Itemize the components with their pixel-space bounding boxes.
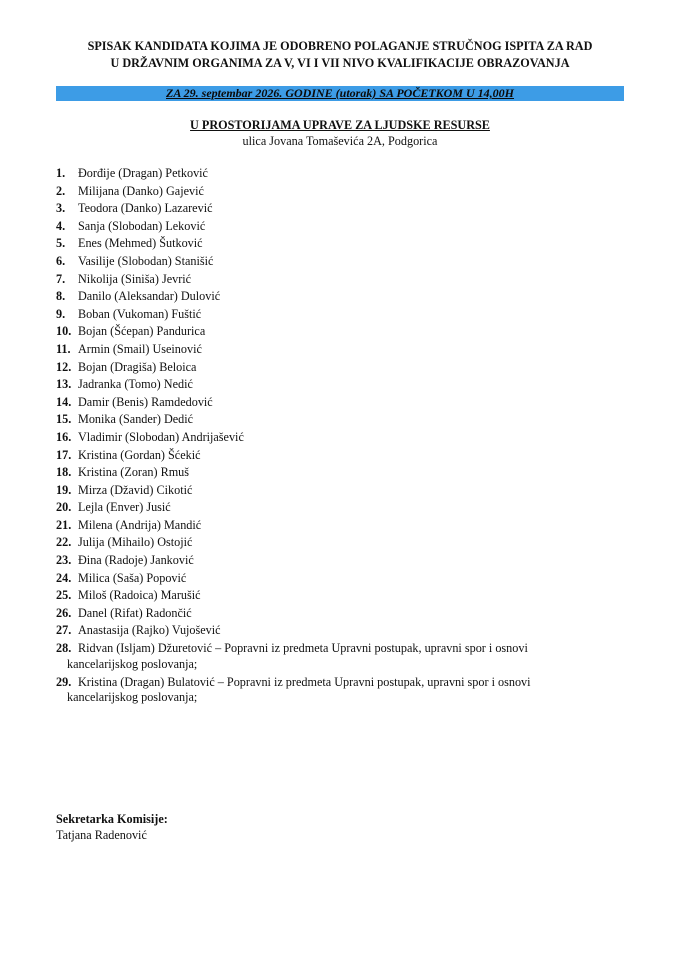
list-item-number: 1.	[56, 166, 66, 180]
list-item	[56, 235, 616, 253]
signature-role: Sekretarka Komisije:	[56, 812, 168, 826]
candidate-name: Boban (Vukoman) Fuštić	[78, 306, 202, 321]
list-item-number: 21.	[56, 517, 72, 532]
list-item	[56, 552, 616, 570]
list-item	[56, 429, 616, 447]
exam-address: ulica Jovana Tomaševića 2A, Podgorica	[242, 134, 438, 148]
list-item-number: 27.	[56, 623, 72, 638]
title-line-1: SPISAK KANDIDATA KOJIMA JE ODOBRENO POLAGANJE STRUČNOG ISPITA ZA RAD	[87, 39, 593, 53]
candidate-name: Milena (Andrija) Mandić	[78, 517, 202, 532]
candidate-name: Julija (Mihailo) Ostojić	[78, 535, 193, 550]
candidate-name: Sanja (Slobodan) Leković	[78, 218, 206, 233]
list-item-number: 26.	[56, 605, 72, 620]
candidate-name: Vasilije (Slobodan) Stanišić	[78, 253, 214, 268]
list-item-number: 15.	[56, 412, 72, 427]
exam-date: ZA 29. septembar 2026. GODINE (utorak) SA POČETKOM U 14,00H	[165, 86, 515, 100]
candidate-name: Monika (Sander) Dedić	[78, 412, 194, 427]
list-item	[56, 376, 616, 394]
candidate-name: Lejla (Enver) Jusić	[78, 500, 171, 515]
list-item-number: 20.	[56, 500, 72, 515]
list-item-number: 4.	[56, 218, 66, 233]
exam-location: U PROSTORIJAMA UPRAVE ZA LJUDSKE RESURSE	[190, 118, 490, 132]
list-item-number: 14.	[56, 394, 72, 409]
list-item	[56, 341, 616, 359]
candidate-list	[56, 165, 616, 708]
candidate-name: Danilo (Aleksandar) Dulović	[78, 289, 221, 304]
list-item	[56, 165, 616, 183]
title-line-2: U DRŽAVNIM ORGANIMA ZA V, VI I VII NIVO KVALIFIKACIJE OBRAZOVANJA	[110, 55, 570, 70]
list-item	[56, 271, 616, 289]
candidate-name: Vladimir (Slobodan) Andrijašević	[78, 429, 244, 444]
list-item-number: 6.	[56, 253, 66, 268]
list-item-number: 3.	[56, 201, 66, 216]
list-item-number: 23.	[56, 553, 72, 568]
list-item-number: 16.	[56, 429, 72, 444]
list-item-number: 10.	[56, 324, 72, 339]
list-item	[56, 218, 616, 236]
candidate-name: Đina (Radoje) Janković	[78, 553, 194, 568]
candidate-name: Danel (Rifat) Radončić	[78, 605, 192, 620]
list-item-number: 8.	[56, 289, 66, 304]
list-item-number: 22.	[56, 535, 72, 550]
list-item-number: 11.	[56, 341, 71, 356]
list-item-number: 17.	[56, 447, 72, 462]
candidate-name: Milica (Saša) Popović	[78, 570, 187, 585]
list-item	[56, 359, 616, 377]
signature-name: Tatjana Radenović	[56, 828, 147, 842]
candidate-note-continuation: kancelarijskog poslovanja;	[67, 690, 198, 705]
list-item	[56, 200, 616, 218]
candidate-name: Jadranka (Tomo) Nedić	[78, 377, 193, 392]
candidate-name: Kristina (Gordan) Šćekić	[78, 447, 201, 462]
list-item-number: 7.	[56, 271, 66, 286]
candidate-name: Đorđije (Dragan) Petković	[78, 166, 208, 180]
list-item-number: 2.	[56, 183, 66, 198]
list-item-number: 12.	[56, 359, 72, 374]
candidate-name: Milijana (Danko) Gajević	[78, 183, 204, 198]
candidate-name: Armin (Smail) Useinović	[78, 341, 202, 356]
list-item	[56, 499, 616, 517]
list-item	[56, 605, 616, 623]
document-title	[40, 38, 640, 71]
list-item	[56, 464, 616, 482]
date-highlight-bar	[56, 86, 624, 101]
candidate-name: Kristina (Zoran) Rmuš	[78, 465, 190, 480]
list-item-number: 24.	[56, 570, 72, 585]
list-item	[56, 622, 616, 640]
list-item-number: 13.	[56, 377, 72, 392]
list-item-number: 18.	[56, 465, 72, 480]
list-item-number: 5.	[56, 236, 66, 251]
list-item-number: 19.	[56, 482, 72, 497]
candidate-name: Teodora (Danko) Lazarević	[78, 201, 213, 216]
list-item	[56, 183, 616, 201]
list-item	[56, 288, 616, 306]
candidate-name: Bojan (Dragiša) Beloica	[78, 359, 197, 374]
list-item	[56, 482, 616, 500]
list-item	[56, 587, 616, 605]
list-item	[56, 534, 616, 552]
list-item	[56, 323, 616, 341]
list-item	[56, 517, 616, 535]
list-item	[56, 641, 616, 673]
list-item-number: 9.	[56, 306, 66, 321]
list-item	[56, 570, 616, 588]
candidate-name: Enes (Mehmed) Šutković	[78, 236, 203, 251]
list-item	[56, 675, 616, 707]
candidate-name: Anastasija (Rajko) Vujošević	[78, 623, 221, 638]
candidate-name: Bojan (Šćepan) Pandurica	[78, 324, 206, 339]
list-item-number: 28.	[56, 641, 72, 656]
candidate-name: Nikolija (Siniša) Jevrić	[78, 271, 192, 286]
candidate-name: Ridvan (Isljam) Džuretović – Popravni iz predmeta Upravni postupak, upravni spor i osnovi	[78, 641, 528, 656]
list-item-number: 29.	[56, 674, 72, 689]
candidate-name: Damir (Benis) Ramdedović	[78, 394, 213, 409]
list-item	[56, 447, 616, 465]
list-item-number: 25.	[56, 588, 72, 603]
candidate-name: Kristina (Dragan) Bulatović – Popravni iz predmeta Upravni postupak, upravni spor i osnovi	[78, 674, 531, 689]
list-item	[56, 253, 616, 271]
list-item	[56, 394, 616, 412]
candidate-name: Miloš (Radoica) Marušić	[78, 588, 201, 603]
candidate-note-continuation: kancelarijskog poslovanja;	[67, 656, 198, 671]
list-item	[56, 306, 616, 324]
candidate-name: Mirza (Džavid) Cikotić	[78, 482, 193, 497]
list-item	[56, 411, 616, 429]
